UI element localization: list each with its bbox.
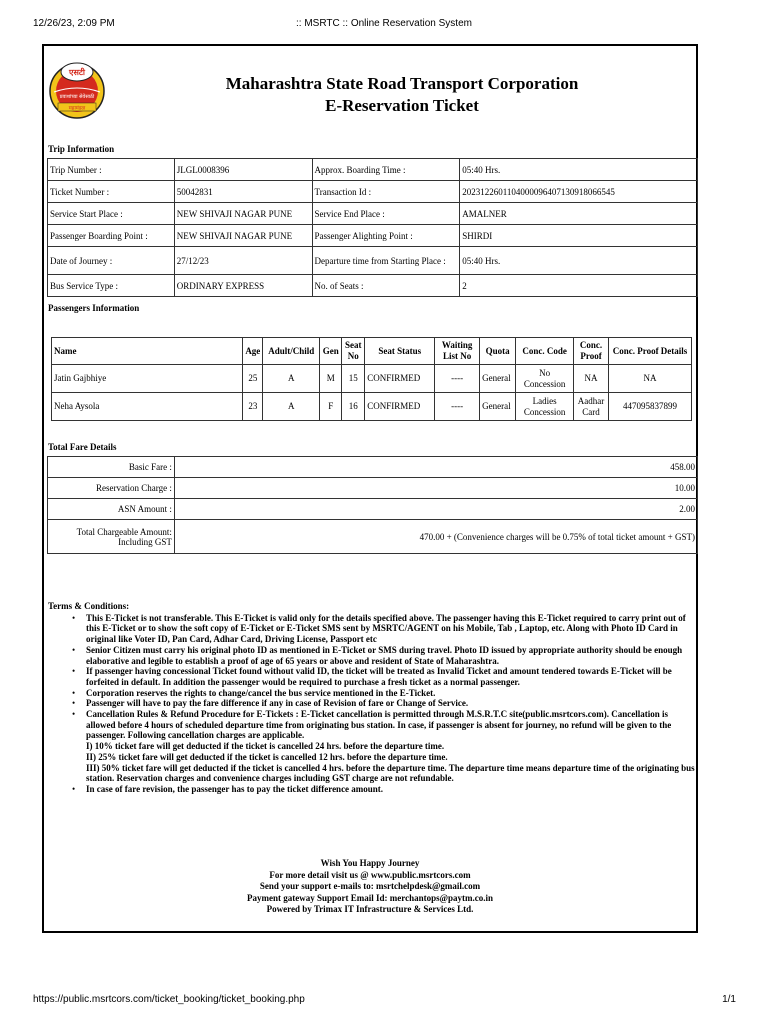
fare-value: 10.00 <box>174 478 697 499</box>
trip-field-value: NEW SHIVAJI NAGAR PUNE <box>174 203 312 225</box>
passenger-cell: Jatin Gajbhiye <box>52 365 243 393</box>
passenger-cell: No Concession <box>516 365 574 393</box>
passenger-column-header: Conc. Proof Details <box>609 338 692 365</box>
closing-line: Send your support e-mails to: msrtchelpdesk@gmail.com <box>259 881 481 891</box>
passenger-cell: A <box>263 393 320 421</box>
closing-line: Payment gateway Support Email Id: merchantops@paytm.co.in <box>247 892 493 903</box>
trip-field-value: ORDINARY EXPRESS <box>174 275 312 297</box>
trip-field-value: SHIRDI <box>460 225 698 247</box>
trip-row <box>48 203 698 225</box>
cancellation-rule: III) 50% ticket fare will get deducted if the ticket is cancelled 4 hrs. before the departure time. The departure time means departure time of the originating bus station. Reservation charges and convenience charges including GST charge are not refundable. <box>86 762 695 784</box>
trip-field-label: Passenger Boarding Point : <box>48 225 175 247</box>
terms-label: Terms & Conditions: <box>48 601 130 611</box>
terms-list <box>48 613 696 795</box>
passenger-cell: NA <box>609 365 692 393</box>
bullet-icon: • <box>72 698 76 709</box>
document-title: E-Reservation Ticket <box>325 96 479 115</box>
passenger-cell: 15 <box>342 365 365 393</box>
passenger-cell: CONFIRMED <box>365 393 435 421</box>
terms-item-text: In case of fare revision, the passenger has to pay the ticket difference amount. <box>86 783 384 794</box>
closing-line: Wish You Happy Journey <box>320 858 420 868</box>
passenger-column-header: Conc. Proof <box>574 338 609 365</box>
print-header <box>0 18 768 32</box>
print-page-title: :: MSRTC :: Online Reservation System <box>296 18 472 29</box>
bullet-icon: • <box>72 783 76 794</box>
fare-row <box>48 478 698 499</box>
terms-item <box>72 613 696 645</box>
cancellation-rule: II) 25% ticket fare will get deducted if the ticket is cancelled 12 hrs. before the departure time. <box>86 751 448 762</box>
passenger-column-header: Adult/Child <box>263 338 320 365</box>
terms-item <box>72 688 696 699</box>
fare-label: Reservation Charge : <box>48 478 175 499</box>
passenger-cell: 447095837899 <box>609 393 692 421</box>
trip-row <box>48 225 698 247</box>
passenger-column-header: Conc. Code <box>516 338 574 365</box>
trip-field-label: Transaction Id : <box>312 181 460 203</box>
terms-item-text: Senior Citizen must carry his original photo ID as mentioned in E-Ticket or SMS during travel. Photo ID issued by appropriate authority should be enough elaborative and legible to establish a proof of age of 65 years or above and resident of State of Maharashtra. <box>86 644 683 666</box>
trip-field-label: Date of Journey : <box>48 247 175 275</box>
fare-value: 2.00 <box>174 499 697 520</box>
trip-field-label: Service Start Place : <box>48 203 175 225</box>
logo-text-top: एसटी <box>69 68 85 77</box>
passenger-cell: Ladies Concession <box>516 393 574 421</box>
trip-field-value: 27/12/23 <box>174 247 312 275</box>
closing-notes <box>44 858 696 916</box>
terms-and-conditions <box>48 601 696 795</box>
terms-item <box>72 784 696 795</box>
bullet-icon: • <box>72 666 76 677</box>
closing-line: For more detail visit us @ www.public.msrtcors.com <box>269 869 471 880</box>
passenger-cell: CONFIRMED <box>365 365 435 393</box>
passenger-cell: General <box>480 365 516 393</box>
fare-label: Total Chargeable Amount: Including GST <box>48 520 175 554</box>
print-page-number: 1/1 <box>722 994 736 1005</box>
terms-item <box>72 645 696 666</box>
passenger-cell: Aadhar Card <box>574 393 609 421</box>
passengers-table <box>51 337 692 421</box>
trip-information-table <box>47 158 698 297</box>
passenger-cell: ---- <box>435 365 480 393</box>
trip-field-label: Trip Number : <box>48 159 175 181</box>
trip-row <box>48 181 698 203</box>
terms-item-text: Passenger will have to pay the fare difference if any in case of Revision of fare or Change of Service. <box>86 698 469 709</box>
passenger-row <box>52 365 692 393</box>
passenger-column-header: Seat No <box>342 338 365 365</box>
trip-field-value: NEW SHIVAJI NAGAR PUNE <box>174 225 312 247</box>
trip-row <box>48 275 698 297</box>
passengers-header-row <box>52 338 692 365</box>
passenger-cell: M <box>320 365 342 393</box>
passenger-cell: A <box>263 365 320 393</box>
fare-row <box>48 499 698 520</box>
passenger-column-header: Quota <box>480 338 516 365</box>
terms-item-text: This E-Ticket is not transferable. This E-Ticket is valid only for the details specified above. The passenger having this E-Ticket required to carry print out of this E-Ticket or to show the soft copy of E-Ticket or E-Ticket SMS sent by MSRTC/AGENT on his Mobile, Tab , Laptop, etc. Along with Photo ID Card in original like Voter ID, Pan Card, Adhar Card, Driving License, Passport etc <box>86 612 686 645</box>
fare-row <box>48 457 698 478</box>
passenger-cell: 16 <box>342 393 365 421</box>
trip-field-value: 05:40 Hrs. <box>460 247 698 275</box>
terms-item-text: Cancellation Rules & Refund Procedure for E-Tickets : E-Ticket cancellation is permitted through M.S.R.T.C site(public.msrtcors.com). Cancellation is allowed before 4 hours of scheduled departure time from originating bus station. In case, if passenger is absent for journey, no refund will be given to the passenger. Following cancellation charges are applicable. <box>86 709 672 741</box>
trip-field-label: Departure time from Starting Place : <box>312 247 460 275</box>
trip-field-label: Service End Place : <box>312 203 460 225</box>
passenger-column-header: Name <box>52 338 243 365</box>
passenger-cell: Neha Aysola <box>52 393 243 421</box>
passenger-column-header: Age <box>243 338 263 365</box>
trip-field-value: 05:40 Hrs. <box>460 159 698 181</box>
logo-text-mid: प्रवाशांच्या सेवेसाठी <box>59 94 95 100</box>
passenger-cell: General <box>480 393 516 421</box>
trip-field-value: JLGL0008396 <box>174 159 312 181</box>
terms-item <box>72 666 696 687</box>
trip-information-label: Trip Information <box>48 144 115 154</box>
terms-item-text: Corporation reserves the rights to change/cancel the bus service mentioned in the E-Ticket. <box>86 687 436 698</box>
bullet-icon: • <box>72 612 76 623</box>
fare-row <box>48 520 698 554</box>
print-footer <box>0 994 768 1008</box>
trip-field-value: AMALNER <box>460 203 698 225</box>
print-url: https://public.msrtcors.com/ticket_booking/ticket_booking.php <box>33 994 305 1005</box>
passenger-cell: NA <box>574 365 609 393</box>
total-fare-label: Total Fare Details <box>48 442 117 452</box>
passenger-cell: ---- <box>435 393 480 421</box>
fare-table <box>47 456 698 554</box>
e-ticket <box>42 44 698 933</box>
passenger-column-header: Waiting List No <box>435 338 480 365</box>
trip-field-value: 20231226011040000964071309180665​45 <box>460 181 698 203</box>
msrtc-logo-icon <box>48 58 106 124</box>
terms-item <box>72 709 696 784</box>
trip-field-label: Passenger Alighting Point : <box>312 225 460 247</box>
trip-field-value: 50042831 <box>174 181 312 203</box>
terms-item-text: If passenger having concessional Ticket found without valid ID, the ticket will be treated as Invalid Ticket and amount tendered towards E-Ticket will be forfeited in default. In addition the passenger would be required to purchase a fresh ticket as a normal passenger. <box>86 666 672 687</box>
trip-field-value: 2 <box>460 275 698 297</box>
passengers-information-label: Passengers Information <box>48 303 140 313</box>
fare-label: ASN Amount : <box>48 499 175 520</box>
fare-value: 458.00 <box>174 457 697 478</box>
passenger-row <box>52 393 692 421</box>
closing-line: Powered by Trimax IT Infrastructure & Services Ltd. <box>266 904 474 914</box>
cancellation-rule: I) 10% ticket fare will get deducted if the ticket is cancelled 24 hrs. before the departure time. <box>86 741 445 752</box>
fare-label: Basic Fare : <box>48 457 175 478</box>
trip-row <box>48 247 698 275</box>
passenger-column-header: Seat Status <box>365 338 435 365</box>
bullet-icon: • <box>72 709 76 720</box>
trip-field-label: Bus Service Type : <box>48 275 175 297</box>
trip-field-label: Approx. Boarding Time : <box>312 159 460 181</box>
passenger-cell: 25 <box>243 365 263 393</box>
terms-item <box>72 698 696 709</box>
passenger-cell: 23 <box>243 393 263 421</box>
bullet-icon: • <box>72 687 76 698</box>
trip-field-label: Ticket Number : <box>48 181 175 203</box>
fare-value: 470.00 + (Convenience charges will be 0.75% of total ticket amount + GST) <box>174 520 697 554</box>
organization-name: Maharashtra State Road Transport Corporation <box>225 74 579 93</box>
bullet-icon: • <box>72 644 76 655</box>
passenger-column-header: Gen <box>320 338 342 365</box>
logo-text-bottom: महामंडळ <box>68 105 86 112</box>
print-datetime: 12/26/23, 2:09 PM <box>33 18 115 29</box>
trip-row <box>48 159 698 181</box>
passenger-cell: F <box>320 393 342 421</box>
trip-field-label: No. of Seats : <box>312 275 460 297</box>
